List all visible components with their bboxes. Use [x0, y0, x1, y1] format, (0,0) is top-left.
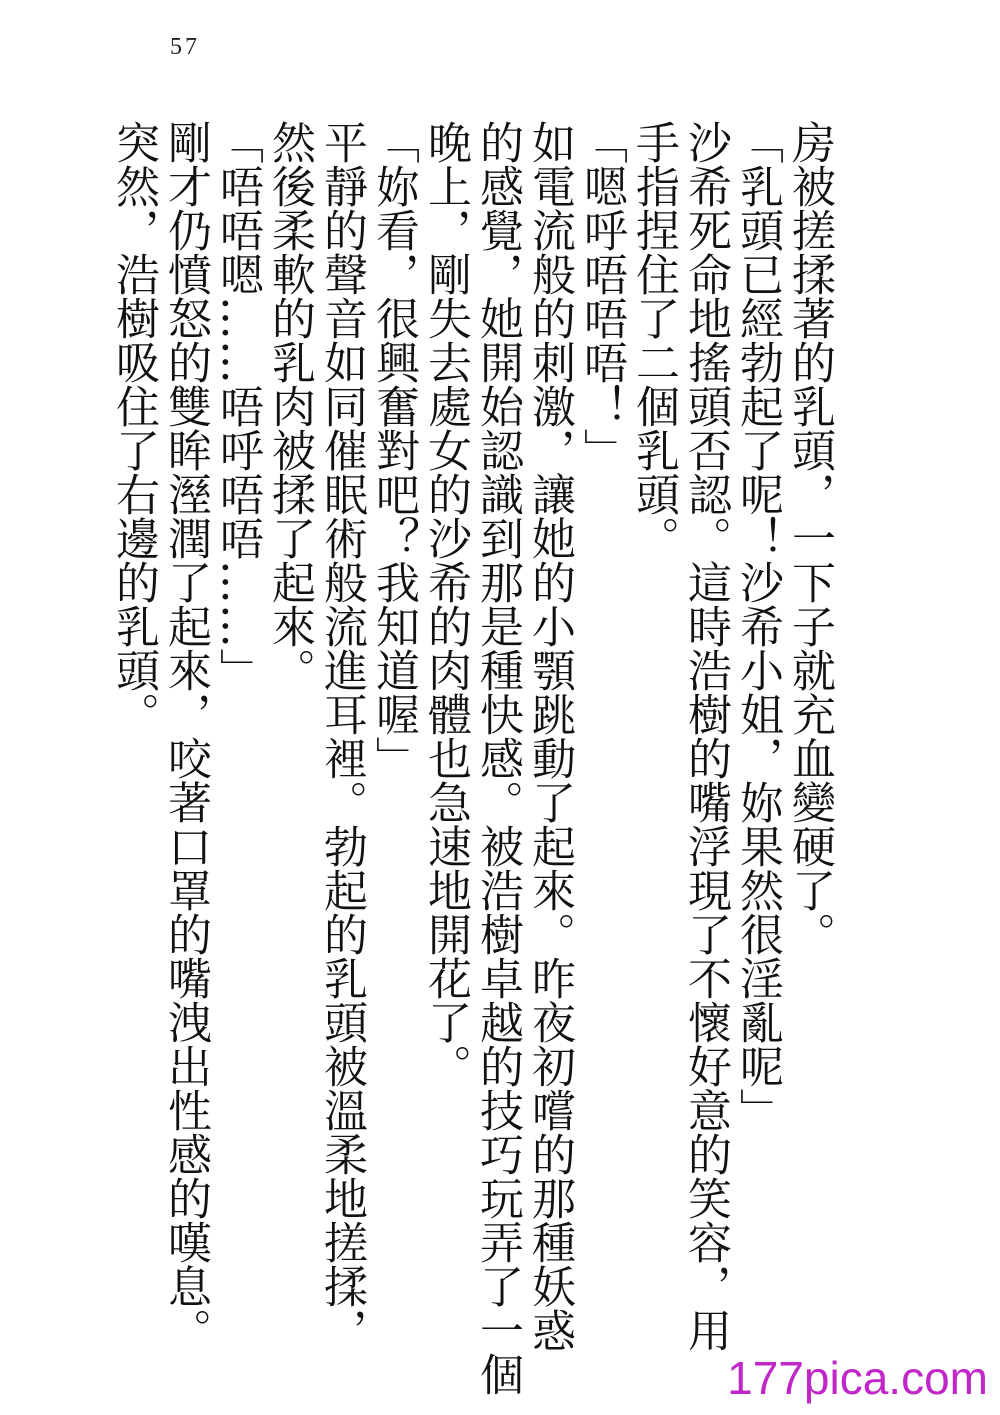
text-column-5: 「嗯呼唔唔唔！」 — [576, 120, 627, 472]
text-column-7: 的感覺，她開始認識到那是種快感。被浩樹卓越的技巧玩弄了一個 — [472, 120, 523, 1396]
text-column-10: 平靜的聲音如同催眠術般流進耳裡。勃起的乳頭被溫柔地搓揉， — [316, 120, 367, 1352]
text-column-6: 如電流般的刺激，讓她的小顎跳動了起來。昨夜初嚐的那種妖惑 — [524, 120, 575, 1352]
text-column-14: 突然，浩樹吸住了右邊的乳頭。 — [108, 120, 159, 736]
text-column-3: 沙希死命地搖頭否認。這時浩樹的嘴浮現了不懷好意的笑容，用 — [680, 120, 731, 1352]
novel-text-body — [108, 120, 835, 1396]
text-column-1: 房被搓揉著的乳頭，一下子就充血變硬了。 — [784, 120, 835, 956]
watermark-text: 177pica.com — [727, 1352, 988, 1404]
text-column-2: 「乳頭已經勃起了呢！沙希小姐，妳果然很淫亂呢」 — [732, 120, 783, 1132]
text-column-13: 剛才仍憤怒的雙眸溼潤了起來，咬著口罩的嘴洩出性感的嘆息。 — [160, 120, 211, 1352]
text-column-8: 晚上，剛失去處女的沙希的肉體也急速地開花了。 — [420, 120, 471, 1088]
text-column-12: 「唔唔嗯……唔呼唔唔……」 — [212, 120, 263, 692]
text-column-11: 然後柔軟的乳肉被揉了起來。 — [264, 120, 315, 692]
text-column-4: 手指捏住了二個乳頭。 — [628, 120, 679, 560]
text-column-9: 「妳看，很興奮對吧？我知道喔」 — [368, 120, 419, 780]
page-number: 57 — [170, 34, 200, 60]
